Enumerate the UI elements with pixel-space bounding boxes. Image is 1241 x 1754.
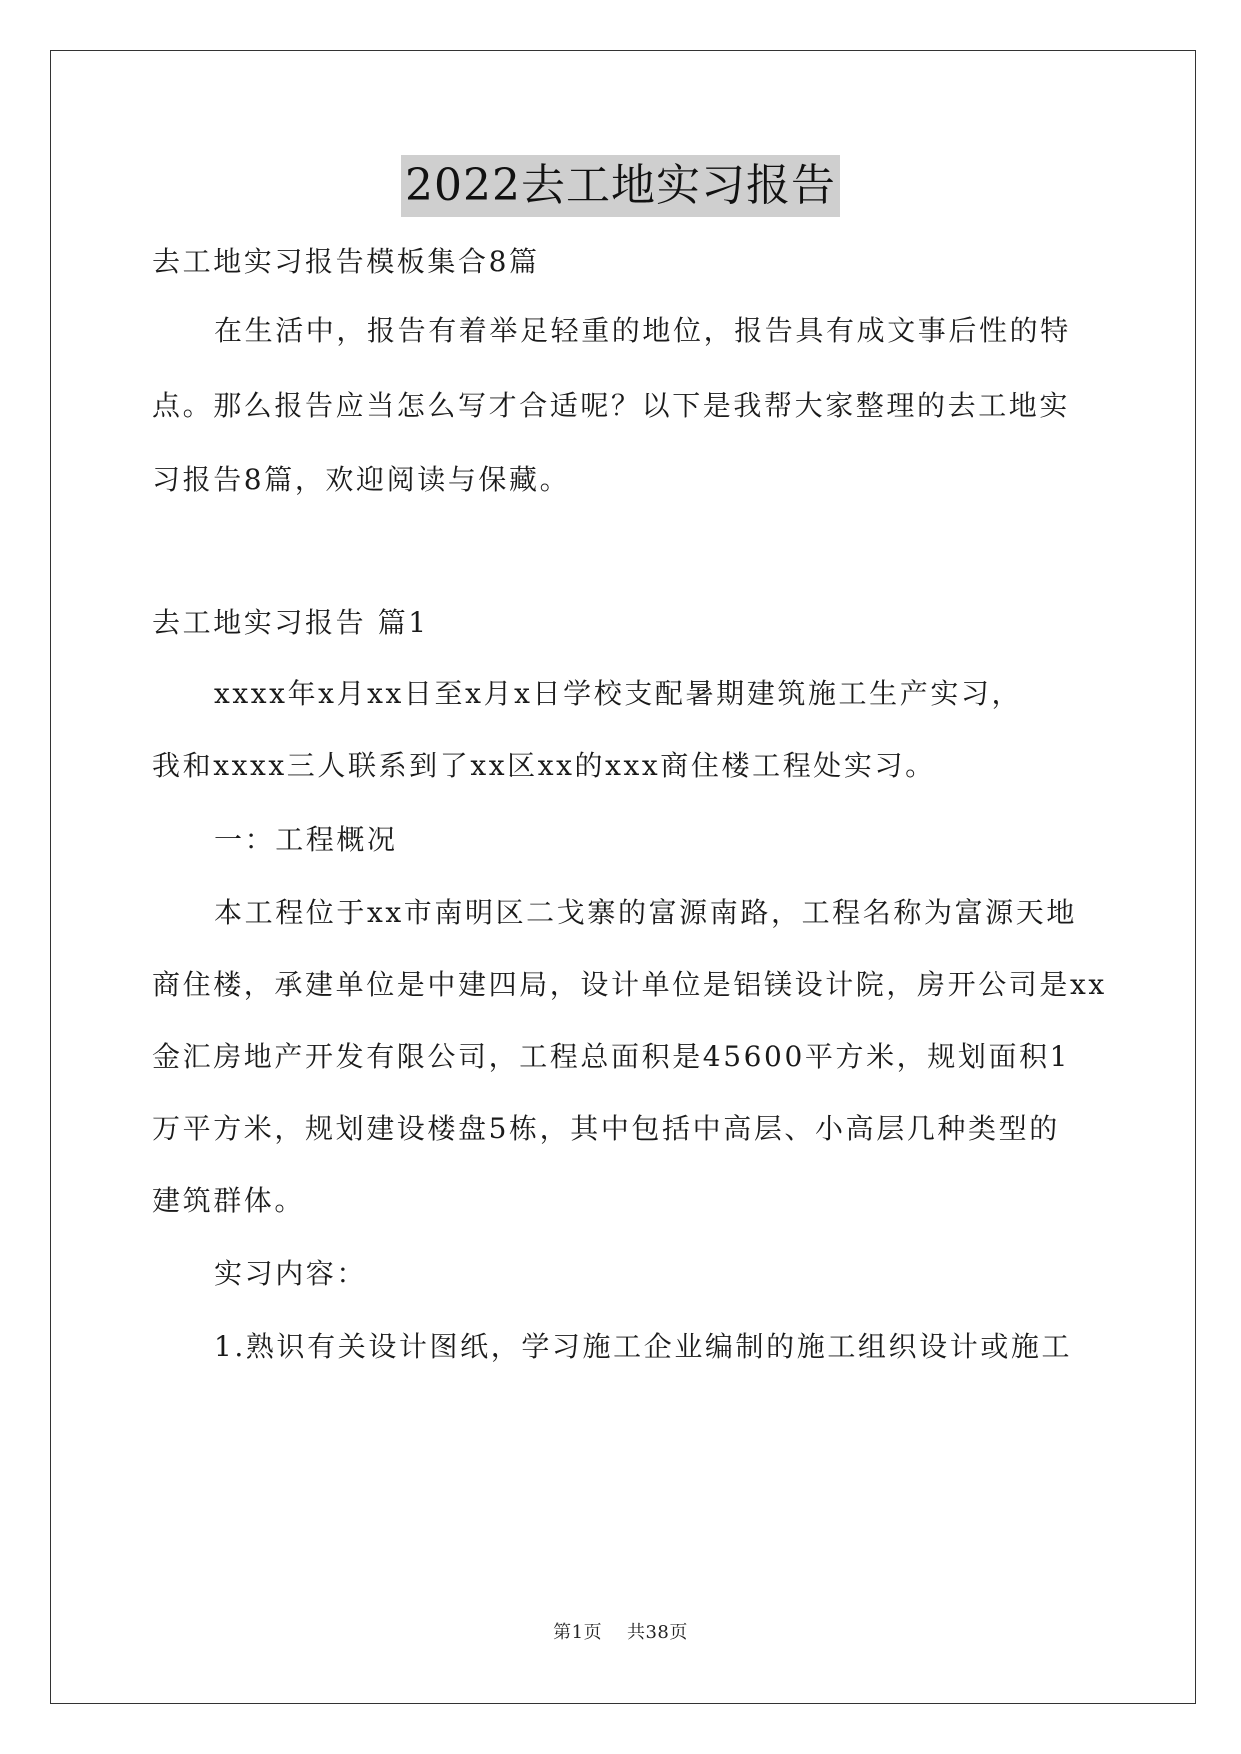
- paragraph1-line-2: 我和xxxx三人联系到了xx区xx的xxx商住楼工程处实习。: [152, 749, 936, 782]
- page-border: [50, 50, 1196, 1704]
- paragraph2-line-1: 本工程位于xx市南明区二戈寨的富源南路，工程名称为富源天地: [214, 896, 1077, 929]
- list-item-1: 1.熟识有关设计图纸，学习施工企业编制的施工组织设计或施工: [214, 1330, 1073, 1363]
- page-footer: [0, 1621, 1241, 1645]
- intro-line-2: 点。那么报告应当怎么写才合适呢？以下是我帮大家整理的去工地实: [152, 389, 1071, 422]
- paragraph2-line-5: 建筑群体。: [152, 1184, 306, 1217]
- section-heading: 去工地实习报告 篇1: [152, 606, 429, 639]
- document-subtitle: 去工地实习报告模板集合8篇: [152, 245, 540, 278]
- paragraph2-line-3: 金汇房地产开发有限公司，工程总面积是45600平方米，规划面积1: [152, 1040, 1071, 1073]
- page-total: 共38页: [626, 1622, 688, 1643]
- intro-line-1: 在生活中，报告有着举足轻重的地位，报告具有成文事后性的特: [214, 314, 1071, 347]
- intro-line-3: 习报告8篇，欢迎阅读与保藏。: [152, 463, 571, 496]
- subheading-project-overview: 一：工程概况: [214, 823, 398, 856]
- subheading-internship-content: 实习内容：: [214, 1257, 368, 1290]
- page-number: 第1页: [553, 1622, 603, 1643]
- paragraph2-line-4: 万平方米，规划建设楼盘5栋，其中包括中高层、小高层几种类型的: [152, 1112, 1060, 1145]
- title-container: [0, 155, 1241, 217]
- document-title: 2022去工地实习报告: [401, 155, 840, 217]
- paragraph2-line-2: 商住楼，承建单位是中建四局，设计单位是铝镁设计院，房开公司是xx: [152, 968, 1107, 1001]
- paragraph1-line-1: xxxx年x月xx日至x月x日学校支配暑期建筑施工生产实习，: [214, 677, 1023, 710]
